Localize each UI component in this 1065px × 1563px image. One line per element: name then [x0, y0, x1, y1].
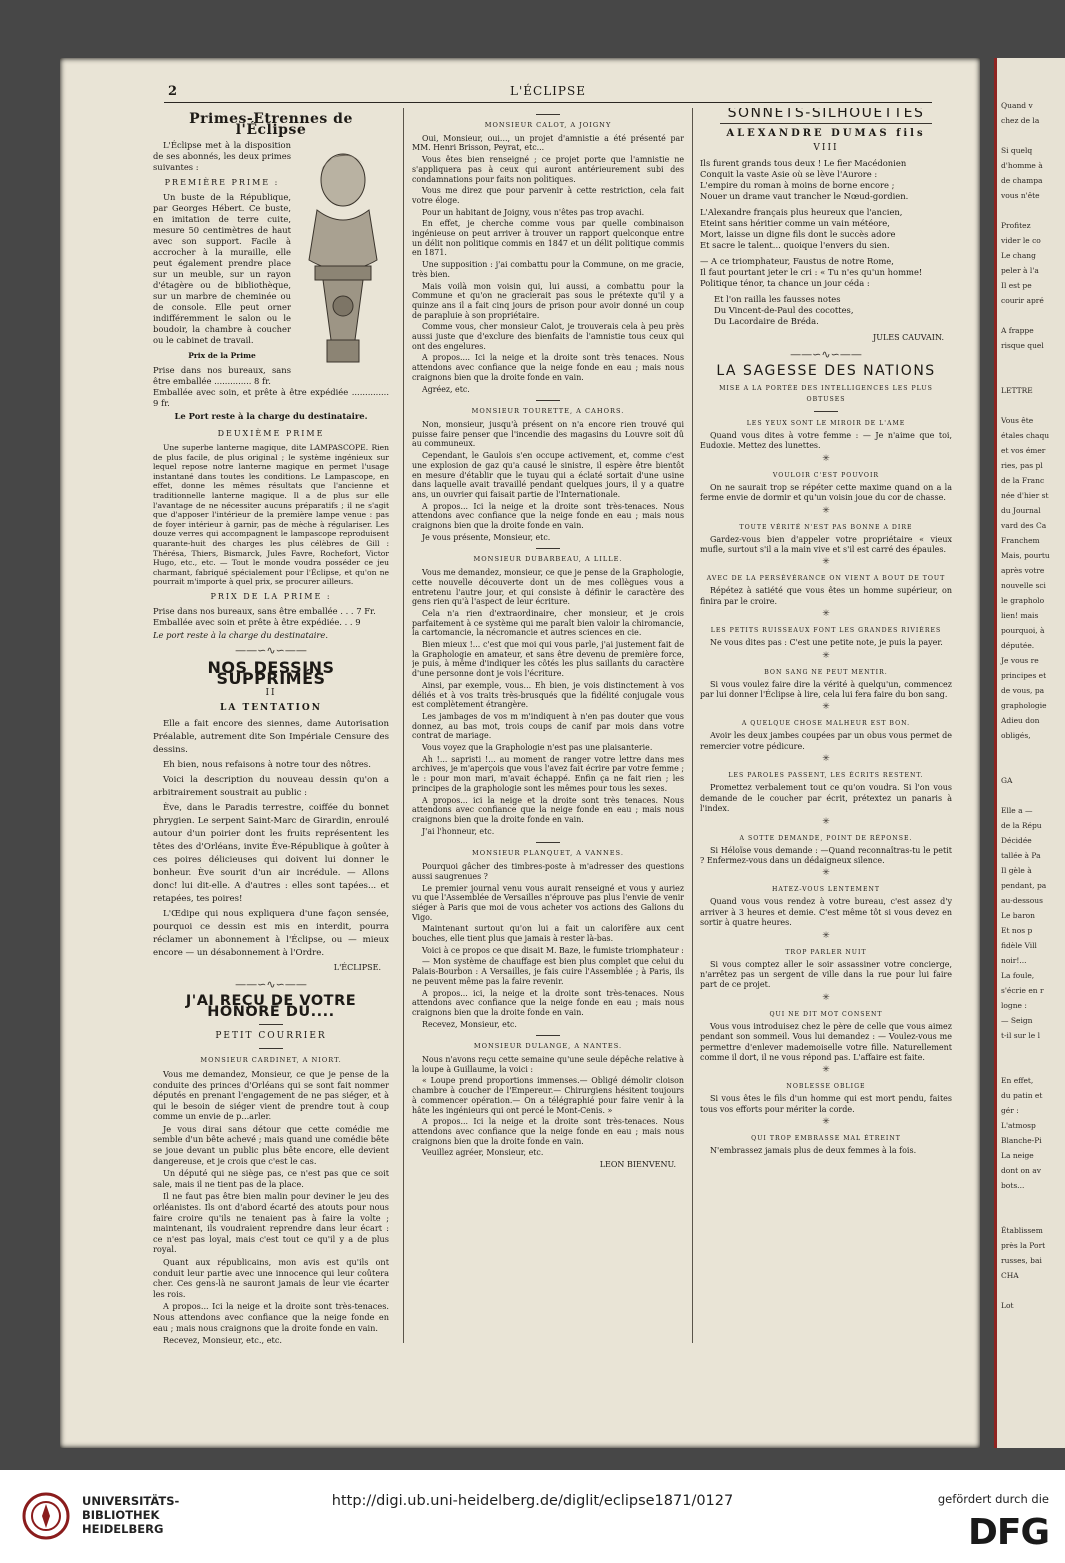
asterism-ornament: ✳: [822, 609, 830, 620]
letter-paragraph: Comme vous, cher monsieur Calot, je trouverais cela à peu près aussi juste que d'exclure des bienfaits de l'amnistie tous ceux qui ont des engelures.: [412, 322, 684, 351]
letter-paragraph: Je vous présente, Monsieur, etc.: [422, 532, 551, 542]
recu-paragraph: Quant aux républicains, mon avis est qu'ils ont conduit leur partie avec une innocence qui leur coûtera cher. Ces gens-là ne sauront jamais de leur vie écarter les rois.: [153, 1257, 389, 1299]
recu-paragraph: Recevez, Monsieur, etc., etc.: [163, 1335, 283, 1346]
letter-paragraph: Une supposition : j'ai combattu pour la Commune, on me gracie, très bien.: [412, 260, 684, 279]
sonnet-stanza: [700, 256, 952, 289]
sonnet-body: [700, 158, 952, 327]
dfg-logo: DFG: [967, 1512, 1049, 1553]
asterism-ornament: ✳: [822, 1065, 830, 1076]
asterism-ornament: ✳: [822, 702, 830, 713]
recu-paragraph: Il ne faut pas être bien malin pour deviner le jeu des orléanistes. Ils ont d'abord écarté des atouts pour nous faire croire qu'ils ne tenaient pas à faire la volte ; maintenant, ils voudraient reprendre dans leur écart : ce n'est pas loyal, mais c'est tout ce qu'il y a de plus royal.: [153, 1191, 389, 1255]
letter-paragraph: En effet, je cherche comme vous par quelle combinaison ingénieuse on peut arriver à trouver un rapport quelconque entre un délit non politique commis en 1847 et un délit politique commis en 1871.: [412, 219, 684, 258]
sagesse-title: LA SAGESSE DES NATIONS: [716, 363, 936, 379]
primes-intro: L'Éclipse met à la disposition de ses abonnés, les deux primes suivantes :: [153, 140, 291, 172]
letter-address: MONSIEUR DUBARBEAU, A LILLE.: [473, 555, 623, 564]
letter-paragraph: A propos... Ici la neige et la droite sont très-tenaces. Nous attendons avec confiance que la neige fonde en eau ; mais nous craignons bien que la droite fonde en vain.: [412, 501, 684, 531]
letter-paragraph: « Loupe prend proportions immenses.— Obligé démolir cloison chambre à coucher de l'Empereur.— Chirurgiens hésitent toujours à commencer opération.— On a télégraphié pour faire venir à la hâte les ingénieurs qui ont percé le Mont-Cenis. »: [412, 1076, 684, 1115]
recu-paragraph: A propos... Ici la neige et la droite sont très-tenaces. Nous attendons avec confiance que la neige fonde en eau ; mais nous craignons que la droite fonde en vain.: [153, 1301, 389, 1333]
letter-paragraph: Pourquoi gâcher des timbres-poste à m'adresser des questions aussi saugrenues ?: [412, 862, 684, 881]
asterism-ornament: ✳: [822, 930, 830, 941]
republic-bust-illustration: [297, 140, 389, 376]
header-rule: [164, 102, 932, 103]
letter-paragraph: Vous me direz que pour parvenir à cette restriction, cela fait votre éloge.: [412, 186, 684, 205]
maxim-text: Si vous voulez faire dire la vérité à quelqu'un, commencez par lui donner l'Éclipse à lire, cela lui fera faire du bon sang.: [700, 679, 952, 700]
maxim-heading: QUI NE DIT MOT CONSENT: [769, 1010, 883, 1018]
short-rule: [814, 411, 838, 412]
letter-paragraph: J'ai l'honneur, etc.: [422, 826, 495, 836]
maxim-heading: HATEZ-VOUS LENTEMENT: [771, 886, 881, 894]
letter-paragraph: Voici à ce propos ce que disait M. Baze, le fumiste triomphateur :: [422, 945, 684, 955]
letter-body: [412, 134, 684, 395]
maxim-heading: LES YEUX SONT LE MIROIR DE L'AME: [746, 420, 906, 427]
library-name-line: BIBLIOTHEK: [82, 1508, 160, 1522]
short-rule: [536, 1035, 560, 1036]
letter-paragraph: Pour un habitant de Joigny, vous n'êtes pas trop avachi.: [422, 207, 645, 217]
maxim-text: Répétez à satiété que vous êtes un homme supérieur, on finira par le croire.: [700, 586, 952, 606]
letter-body: [412, 568, 684, 836]
letter-paragraph: Cela n'a rien d'extraordinaire, cher monsieur, et je crois parfaitement à ce système qui me paraît bien valoir la chiromancie, la cartomancie, la nécromancie et autres sciences en cie.: [412, 608, 684, 638]
prime2-heading: DEUXIÈME PRIME: [217, 429, 325, 438]
dessins-subtitle: LA TENTATION: [220, 702, 322, 713]
letter-paragraph: Vous êtes bien renseigné ; ce projet porte que l'amnistie ne s'appliquera pas à ceux qui auront antérieurement subi des condamnations pour faits non politiques.: [412, 155, 684, 184]
letter-paragraph: Cependant, le Gaulois s'en occupe activement, et, comme c'est une explosion de gaz qu'a causé le sinistre, il espère être bientôt en mesure d'établir que le tuyau qui a éclaté sortait d'une usine dans laquelle avait travaillé pendant quelques jours, il y a quatre ans, un ouvrier qui faisait partie de l'Internationale.: [412, 451, 684, 499]
asterism-ornament: ✳: [822, 557, 830, 568]
asterism-ornament: ✳: [822, 992, 830, 1003]
prix2-line: Emballée avec soin et prête à être expédiée. . . 9: [153, 616, 361, 627]
letter-paragraph: Le premier journal venu vous aurait renseigné et vous y auriez vu que l'Assemblée de Versailles n'éprouve pas plus l'envie de venir siéger à Paris que moi de vous acheter vos actions des Galions du Vigo.: [412, 883, 684, 922]
maxim-heading: QUI TROP EMBRASSE MAL ÉTREINT: [751, 1135, 901, 1143]
port-note: Le Port reste à la charge du destinataire.: [174, 411, 368, 421]
sonnet-line: Du Vincent-de-Paul des cocottes,: [714, 305, 854, 315]
dessins-title: NOS DESSINS SUPPRIMÉS: [207, 657, 335, 688]
asterism-ornament: ✳: [822, 1117, 830, 1128]
ornament: ——∽∿∽——: [235, 643, 307, 657]
letter-paragraph: A propos... ici, la neige et la droite sont très-tenaces. Nous attendons avec confiance que la neige fonde en eau ; mais nous craignons bien que la droite fonde en vain.: [412, 988, 684, 1017]
newspaper-page: [60, 58, 980, 1448]
dessins-paragraph: Ève, dans le Paradis terrestre, coiffée du bonnet phrygien. Le serpent Saint-Marc de Girardin, enroulé autour d'un poirier dont les fruits représentent les têtes des d'Orléans, invite Ève-République à goûter à ces poires délicieuses qui doivent lui donner le bonheur. Ève sourit d'un air incrédule. — Allons donc! lui dit-elle. A d'autres : elles sont tapées... et retapées, tes poires!: [153, 802, 389, 904]
maxim-text: N'embrassez jamais plus de deux femmes à la fois.: [710, 1146, 917, 1156]
prix2-heading: PRIX DE LA PRIME :: [210, 591, 332, 601]
maxim-text: Avoir les deux jambes coupées par un obus vous permet de remercier votre pédicure.: [700, 731, 952, 751]
column-middle: [412, 108, 684, 1176]
letter-paragraph: Ainsi, par exemple, vous... Eh bien, je vois distinctement à vos déliés et à vos traits très-brusqués que la fidélité conjugale vous est complètement étrangère.: [412, 680, 684, 710]
ornament: ——∽∿∽——: [790, 348, 862, 361]
asterism-ornament: ✳: [822, 816, 830, 827]
adjacent-page-edge: [994, 58, 1065, 1448]
dessins-paragraph: Voici la description du nouveau dessin qu'on a arbitrairement soustrait au public :: [153, 774, 389, 798]
adjacent-page-text: Quand v chez de la Si quelq d'homme à de champa vous n'ête Profitez vider le co Le chang peler à l'a Il est pe courir apré A frappe risque quel LETTRE Vous ête étales chaqu et vos émer ries, pas pl de la Franc née d'hier st du Journal vard des Ca Franchem Mais, pourtu après votre nouvelle sci le grapholo lien! mais pourquoi, à députée. Je vous re principes et de vous, pa graphologie Adieu don obligés, GA Elle a — de la Répu Décidée tallée à Pa Il gèle à pendant, pa au-dessous Le baron Et nos p fidèle Vill noir!... La foule, s'écrie en r logne : — Seign t-il sur le l En effet, du patin et gér : L'atmosp Blanche-Pi La neige dont on av bots... Établissem près la Port russes, bai CHA Lot: [1001, 101, 1050, 1310]
page-number: 2: [168, 84, 178, 99]
dessins-number: II: [265, 687, 277, 698]
prix2-line: Prise dans nos bureaux, sans être emballée . . . 7 Fr.: [153, 605, 376, 616]
prime1-heading: PREMIÈRE PRIME :: [164, 178, 280, 187]
sonnet-stanza: [700, 158, 952, 202]
asterism-ornament: ✳: [822, 453, 830, 464]
maxim-heading: A QUELQUE CHOSE MALHEUR EST BON.: [741, 720, 911, 728]
maxims-list: [700, 418, 952, 1157]
column-left: [153, 108, 389, 1348]
letter-paragraph: Recevez, Monsieur, etc.: [422, 1019, 517, 1029]
short-rule: [259, 1048, 283, 1049]
sonnet-line: Nouer un drame vaut trancher le Nœud-gordien.: [700, 191, 909, 201]
sonnet-number: VIII: [813, 143, 839, 153]
short-rule: [536, 548, 560, 549]
maxim-heading: NOBLESSE OBLIGE: [786, 1083, 866, 1091]
asterism-ornament: ✳: [822, 505, 830, 516]
recu-title: J'AI REÇU DE VOTRE HONORÉ DU....: [185, 992, 357, 1020]
asterism-ornament: ✳: [822, 650, 830, 661]
maxim-text: Gardez-vous bien d'appeler votre propriétaire « vieux mufle, surtout s'il a la main vive et s'il est carré des épaules.: [700, 534, 952, 555]
short-rule: [536, 400, 560, 401]
maxim-text: Vous vous introduisez chez le père de celle que vous aimez pendant son sommeil. Vous lui demandez : — Voulez-vous me permettre d'enlever mademoiselle votre fille. Naturellement comme il dort, il ne vous répond pas. L'affaire est faite.: [700, 1021, 952, 1062]
letter-paragraph: Mais voilà mon voisin qui, lui aussi, a combattu pour la Commune et qu'on ne gracierait pas sous le prétexte qu'il y a quinze ans il a fait cinq jours de prison pour avoir donné un coup de parapluie à son propriétaire.: [412, 281, 684, 320]
prime2-text: Une superbe lanterne magique, dite LAMPASCOPE. Rien de plus facile, de plus original ; le système ingénieux sur lequel repose notre lanterne magique en permet l'usage instantané dans toutes les conditions. Le Lampascope, en effet, donne les mêmes résultats que l'ancienne et traditionnelle lanterne magique. Il a de plus sur elle l'avantage de ne nécessiter aucuns préparatifs ; il ne s'agit que d'apposer l'intérieur de la première lampe venue : pas de foyer intérieur à garnir, pas de mèche à régulariser. Les douze verres qui accompagnent le lampascope reproduisent quarante-huit des charges les plus célèbres de Gill : Thérésa, Thiers, Bismarck, Jules Favre, Rochefort, Victor Hugo, etc., etc. — Tout le monde voudra posséder ce jeu charmant, fabriqué spécialement pour l'Éclipse, et qu'on ne pourrait m'importe à quel prix, se procurer ailleurs.: [153, 443, 389, 587]
letter-paragraph: Bien mieux !... c'est que moi qui vous parle, j'ai justement fait de la Graphologie en amateur, et sans être devenu de première force, je puis, à même d'indiquer les côtés les plus saillants du caractère d'une personne dont je vois l'écriture.: [412, 640, 684, 679]
column-divider: [692, 108, 693, 1343]
letter-body: [412, 1055, 684, 1158]
letter-paragraph: Les jambages de vos m m'indiquent à n'en pas douter que vous donnez, au bas mot, trois coups de canif par mois dans votre contrat de mariage.: [412, 711, 684, 741]
sonnets-title: SONNETS-SILHOUETTES: [727, 108, 925, 121]
maxim-text: Promettez verbalement tout ce qu'on voudra. Si l'on vous demande de le coucher par écrit, prétextez un panaris à l'index.: [700, 783, 952, 814]
maxim-heading: LES PAROLES PASSENT, LES ÉCRITS RESTENT.: [728, 772, 924, 780]
prix-heading: Prix de la Prime: [188, 351, 256, 360]
footer-bar: [0, 1470, 1065, 1563]
recu-address: MONSIEUR CARDINET, A NIORT.: [200, 1055, 342, 1064]
library-name-line: UNIVERSITÄTS-: [82, 1494, 180, 1508]
maxim-heading: VOULOIR C'EST POUVOIR: [772, 471, 880, 479]
short-rule: [259, 1024, 283, 1025]
maxim-text: Si vous êtes le fils d'un homme qui est mort pendu, faites tous vos efforts pour mériter la corde.: [700, 1094, 952, 1114]
sonnet-line: Politique ténor, ta chance un jour céda :: [700, 278, 870, 288]
sonnet-line: Et sacre le talent... quoique l'envers du sien.: [700, 240, 890, 250]
title-rule: [720, 123, 932, 124]
letter-paragraph: Veuillez agréer, Monsieur, etc.: [422, 1148, 544, 1158]
letter-paragraph: A propos... ici la neige et la droite sont très tenaces. Nous attendons avec confiance que la neige fonde en eau ; mais nous craignons bien que la droite fonde en vain.: [412, 795, 684, 824]
dessins-signature: L'ÉCLIPSE.: [333, 962, 381, 972]
port-note-2: Le port reste à la charge du destinataire.: [153, 629, 329, 640]
dessins-paragraph: Eh bien, nous refaisons à notre tour des nôtres.: [163, 759, 371, 770]
sonnet-line: Ils furent grands tous deux ! Le fier Macédonien: [700, 158, 907, 168]
letter-paragraph: Maintenant surtout qu'on lui a fait un calorifère aux cent bouches, elle tient plus que jamais à rester là-bas.: [412, 924, 684, 944]
dessins-body: [153, 718, 389, 960]
letter-paragraph: Vous voyez que la Graphologie n'est pas une plaisanterie.: [422, 743, 653, 753]
dessins-paragraph: L'Œdipe qui nous expliquera d'une façon sensée, pourquoi ce dessin est mis en interdit, pourra réclamer un abonnement à l'Éclipse, ou — mieux encore — un désabonnement à l'Ordre.: [153, 908, 389, 958]
maxim-text: Si vous comptez aller le soir assassiner votre concierge, n'arrêtez pas un sergent de ville dans la rue pour lui faire part de ce projet.: [700, 959, 952, 990]
sagesse-subtitle: MISE A LA PORTÉE DES INTELLIGENCES LES PLUS OBTUSES: [719, 385, 933, 403]
letter-paragraph: Oui, Monsieur, oui..., un projet d'amnistie a été présenté par MM. Henri Brisson, Peyrat, etc...: [412, 133, 684, 153]
recu-body: [153, 1069, 389, 1346]
maxim-text: Ne vous dites pas : C'est une petite note, je puis la payer.: [710, 638, 943, 648]
letter-address: MONSIEUR TOURETTE, A CAHORS.: [471, 407, 625, 416]
sonnet-signature: JULES CAUVAIN.: [873, 333, 944, 342]
funding-caption: gefördert durch die: [937, 1492, 1049, 1506]
maxim-heading: A SOTTE DEMANDE, POINT DE RÉPONSE.: [739, 834, 913, 842]
ornament: ——∽∿∽——: [235, 977, 307, 991]
source-url[interactable]: http://digi.ub.uni-heidelberg.de/diglit/eclipse1871/0127: [331, 1493, 734, 1509]
maxim-heading: TROP PARLER NUIT: [785, 948, 867, 956]
short-rule: [536, 842, 560, 843]
letter-body: [412, 420, 684, 542]
sonnet-line: — A ce triomphateur, Faustus de notre Rome,: [700, 256, 894, 266]
asterism-ornament: ✳: [822, 754, 830, 765]
letter-paragraph: Non, monsieur, jusqu'à présent on n'a encore rien trouvé qui puisse faire penser que l'incendie des magasins du Louvre soit dû au communeux.: [412, 419, 684, 449]
recu-paragraph: Un député qui ne siège pas, ce n'est pas que ce soit sale, mais il ne tient pas de la place.: [153, 1168, 389, 1189]
sonnet-line: Il faut pourtant jeter le cri : « Tu n'es qu'un homme!: [700, 267, 923, 277]
maxim-text: Quand vous vous rendez à votre bureau, c'est assez d'y arriver à 3 heures et demie. C'est même tôt si vous devez en sortir à quatre heures.: [700, 897, 952, 928]
maxim-text: Si Héloïse vous demande : —Quand reconnaîtras-tu le petit ? Enfermez-vous dans un dédaigneux silence.: [700, 845, 952, 865]
sonnet-line: Du Lacordaire de Bréda.: [714, 316, 819, 326]
letter-paragraph: Vous me demandez, monsieur, ce que je pense de la Graphologie, cette nouvelle découverte dont un de mes collègues vous a entretenu l'autre jour, et qui consiste à définir le caractère des gens rien qu'à l'aspect de leur écriture.: [412, 568, 684, 607]
sonnet-line: L'Alexandre français plus heureux que l'ancien,: [700, 207, 903, 217]
maxim-heading: AVEC DE LA PERSÉVÉRANCE ON VIENT A BOUT DE TOUT: [706, 575, 946, 583]
short-rule: [536, 114, 560, 115]
prime1-text: Un buste de la République, par Georges Hébert. Ce buste, en imitation de terre cuite, mesure 50 centimètres de haut avec son support. Facile à accrocher à la muraille, elle peut également prendre place sur un meuble, sur un rayon d'étagère ou de bibliothèque, sur un marbre de cheminée ou de console. Elle peut orner indifféremment le salon ou le boudoir, la chambre à coucher ou le cabinet de travail.: [153, 192, 291, 345]
dessins-paragraph: Elle a fait encore des siennes, dame Autorisation Préalable, autrement dite Son Impériale Censure des dessins.: [153, 718, 389, 755]
maxim-heading: BON SANG NE PEUT MENTIR.: [764, 668, 888, 676]
prix-line: Prise dans nos bureaux, sans être emballée .............. 8 fr.: [153, 365, 291, 386]
recu-subtitle: PETIT COURRIER: [215, 1030, 327, 1041]
sonnet-subject: ALEXANDRE DUMAS fils: [726, 128, 926, 139]
letter-paragraph: A propos.... Ici la neige et la droite sont très tenaces. Nous attendons avec confiance que la neige fonde en eau ; mais nous craignons bien que la droite fonde en vain.: [412, 353, 684, 382]
letter-paragraph: — Mon système de chauffage est bien plus complet que celui du Palais-Bourbon : A Versailles, je fais cuire l'Assemblée ; à Paris, ils ne peuvent même pas la faire revenir.: [412, 957, 684, 986]
letter-paragraph: Nous n'avons reçu cette semaine qu'une seule dépêche relative à la loupe à Guillaume, la voici :: [412, 1055, 684, 1074]
sonnet-line: Et l'on railla les fausses notes: [714, 294, 841, 304]
letter-paragraph: A propos... Ici la neige et la droite sont très-tenaces. Nous attendons avec confiance que la neige fonde en eau ; mais nous craignons bien que la droite fonde en vain.: [412, 1117, 684, 1146]
sonnet-line: Conquit la vaste Asie où se lève l'Aurore :: [700, 169, 878, 179]
letters-signature: LEON BIENVENU.: [599, 1160, 676, 1170]
sonnet-stanza: [700, 207, 952, 251]
sonnet-stanza: [714, 294, 952, 327]
sonnet-line: Mort, laisse un digne fils dont le succès adore: [700, 229, 896, 239]
column-right: [700, 108, 952, 1159]
letter-paragraph: Ah !... sapristi !... au moment de ranger votre lettre dans mes archives, je m'aperçois que vous l'avez fait écrire par votre femme ; le : pour mon mari, m'avait échappé. Enfin ça ne fait rien ; les principes de la graphologie sont les mêmes pour tous les sexes.: [412, 754, 684, 793]
library-name-line: HEIDELBERG: [82, 1522, 164, 1536]
maxim-text: On ne saurait trop se répéter cette maxime quand on a la ferme envie de dormir et qu'un voisin joue du cor de chasse.: [700, 482, 952, 503]
letter-address: MONSIEUR PLANQUET, A VANNES.: [472, 849, 624, 858]
maxim-heading: LES PETITS RUISSEAUX FONT LES GRANDES RIVIÈRES: [710, 627, 942, 635]
primes-title: Primes-Etrennes de l'Éclipse: [189, 111, 353, 138]
recu-paragraph: Je vous dirai sans détour que cette comédie me semble d'un bête achevé ; mais quand une comédie bête se joue devant un public plus bête encore, elle devient dangereuse, et je crois que c'est le cas.: [153, 1123, 389, 1166]
letter-address: MONSIEUR DULANGE, A NANTES.: [473, 1042, 623, 1051]
sonnet-line: L'empire du roman à moins de borne encore ;: [700, 180, 895, 190]
asterism-ornament: ✳: [822, 868, 830, 879]
recu-paragraph: Vous me demandez, Monsieur, ce que je pense de la conduite des princes d'Orléans qui se sont fait nommer députés en prenant l'engagement de ne pas siéger, et à qui le besoin de siéger vient de prendre tout à coup comme un envie de p...arler.: [153, 1068, 389, 1122]
letter-paragraph: Agréez, etc.: [422, 384, 470, 394]
column-divider: [403, 108, 404, 1343]
maxim-heading: TOUTE VÉRITÉ N'EST PAS BONNE A DIRE: [739, 523, 913, 531]
running-title: L'ÉCLIPSE: [510, 84, 586, 98]
maxim-text: Quand vous dites à votre femme : — Je n'aime que toi, Eudoxie. Mettez des lunettes.: [700, 431, 952, 451]
letter-address: MONSIEUR CALOT, A JOIGNY: [484, 121, 612, 129]
page-header: [60, 82, 980, 100]
prix-line: Emballée avec soin, et prête à être expédiée .............. 9 fr.: [153, 387, 389, 408]
letter-body: [412, 862, 684, 1029]
sonnet-line: Eteint sans héritier comme un vain météore,: [700, 218, 890, 228]
